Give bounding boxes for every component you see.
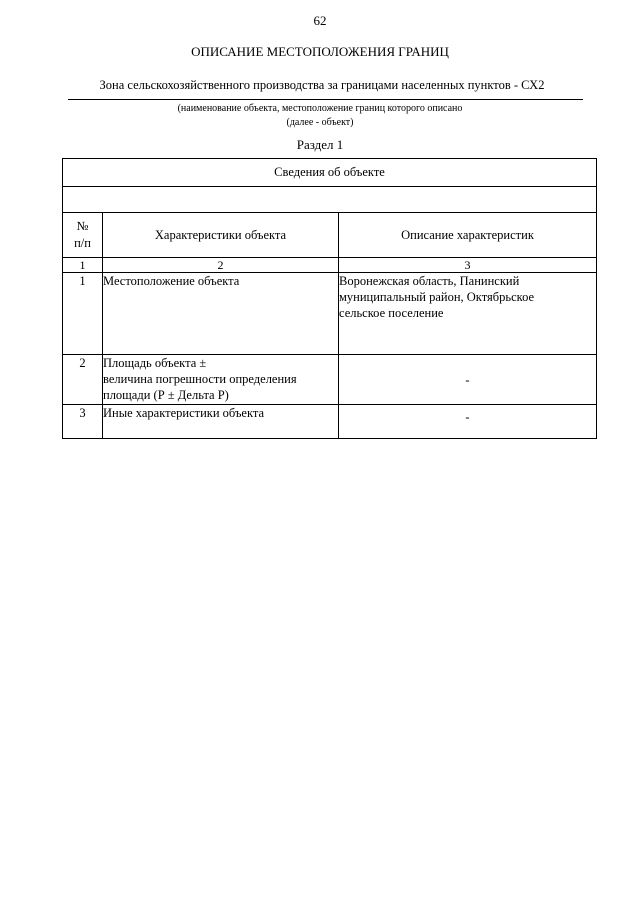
table-row: [63, 355, 597, 405]
column-number-2: 2: [103, 258, 339, 273]
header-num: [63, 213, 103, 258]
column-number-1: 1: [63, 258, 103, 273]
row-characteristic-line: площади (Р ± Дельта Р): [103, 388, 229, 402]
table-empty-row: [63, 187, 597, 213]
row-description: -: [339, 355, 597, 405]
row-description-line: муниципальный район, Октябрьское: [339, 290, 535, 304]
object-name-note-line1: (наименование объекта, местоположение границ которого описано: [177, 103, 463, 114]
header-num-line2: п/п: [74, 236, 91, 250]
table-column-numbers-row: [63, 258, 597, 273]
table-title-row: [63, 159, 597, 187]
section-label: Раздел 1: [296, 137, 344, 152]
header-num-line1: №: [76, 219, 89, 233]
object-name-note-line2: (далее - объект): [286, 117, 354, 128]
object-name-underline: [68, 99, 583, 100]
table-row: [63, 405, 597, 439]
page-number: 62: [313, 13, 327, 28]
row-num: 2: [63, 355, 103, 405]
row-num: 1: [63, 273, 103, 355]
row-description: -: [339, 405, 597, 439]
row-characteristic: [103, 355, 339, 405]
table-title: Сведения об объекте: [63, 159, 597, 187]
row-characteristic: [103, 405, 339, 439]
header-description: Описание характеристик: [339, 213, 597, 258]
row-characteristic: [103, 273, 339, 355]
row-characteristic-line: Иные характеристики объекта: [103, 406, 265, 420]
row-characteristic-line: величина погрешности определения: [103, 372, 297, 386]
row-description: [339, 273, 597, 355]
object-info-table: [62, 158, 597, 439]
row-description-line: Воронежская область, Панинский: [339, 274, 520, 288]
header-characteristics: Характеристики объекта: [103, 213, 339, 258]
row-num: 3: [63, 405, 103, 439]
table-row: [63, 273, 597, 355]
object-name: Зона сельскохозяйственного производства за границами населенных пунктов - СХ2: [99, 78, 545, 92]
row-characteristic-line: Площадь объекта ±: [103, 356, 207, 370]
column-number-3: 3: [339, 258, 597, 273]
row-description-line: сельское поселение: [339, 306, 444, 320]
table-header-row: [63, 213, 597, 258]
row-characteristic-line: Местоположение объекта: [103, 274, 240, 288]
document-title: ОПИСАНИЕ МЕСТОПОЛОЖЕНИЯ ГРАНИЦ: [191, 44, 449, 59]
table-empty-cell: [63, 187, 597, 213]
